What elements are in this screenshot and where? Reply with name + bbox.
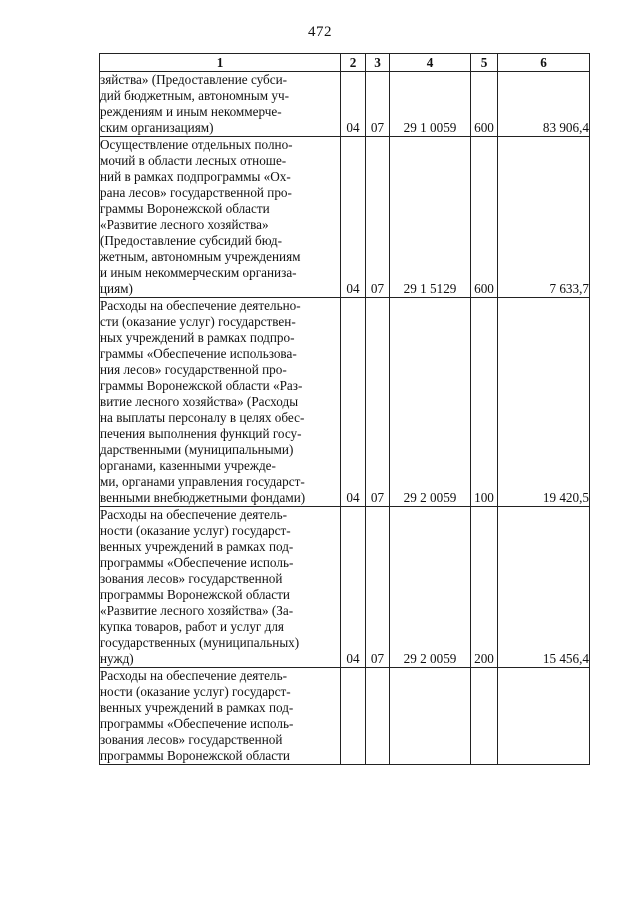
- header-col-3: 3: [366, 54, 390, 72]
- row-expense-type: 600: [471, 137, 498, 298]
- row-subsection-code: 07: [366, 72, 390, 137]
- description-line: печения выполнения функций госу-: [100, 426, 302, 441]
- description-line: Расходы на обеспечение деятель-: [100, 668, 287, 683]
- row-target-article: 29 2 0059: [390, 298, 471, 507]
- row-description: [100, 72, 341, 137]
- description-line: граммы Воронежской области: [100, 201, 270, 216]
- description-line: сти (оказание услуг) государствен-: [100, 314, 296, 329]
- description-line: «Развитие лесного хозяйства» (За-: [100, 603, 294, 618]
- row-section-code: 04: [341, 298, 366, 507]
- description-line: органами, казенными учрежде-: [100, 458, 276, 473]
- budget-table: [99, 53, 590, 765]
- row-amount: 7 633,7: [498, 137, 590, 298]
- header-col-4: 4: [390, 54, 471, 72]
- description-line: программы «Обеспечение исполь-: [100, 555, 294, 570]
- description-line: «Развитие лесного хозяйства»: [100, 217, 269, 232]
- description-line: государственных (муниципальных): [100, 635, 300, 650]
- row-expense-type: 600: [471, 72, 498, 137]
- description-line: (Предоставление субсидий бюд-: [100, 233, 283, 248]
- row-description: [100, 668, 341, 765]
- row-amount: 15 456,4: [498, 507, 590, 668]
- description-line: ским организациям): [100, 120, 214, 135]
- description-line: зования лесов» государственной: [100, 571, 283, 586]
- description-line: мочий в области лесных отноше-: [100, 153, 287, 168]
- row-subsection-code: 07: [366, 507, 390, 668]
- description-line: ности (оказание услуг) государст-: [100, 523, 291, 538]
- table-row: [100, 137, 590, 298]
- description-line: ности (оказание услуг) государст-: [100, 684, 291, 699]
- description-line: граммы Воронежской области «Раз-: [100, 378, 303, 393]
- row-target-article: 29 1 5129: [390, 137, 471, 298]
- description-line: венными внебюджетными фондами): [100, 490, 306, 505]
- row-description: [100, 298, 341, 507]
- description-line: граммы «Обеспечение использова-: [100, 346, 297, 361]
- row-section-code: 04: [341, 72, 366, 137]
- row-expense-type: [471, 668, 498, 765]
- row-target-article: 29 2 0059: [390, 507, 471, 668]
- row-description: [100, 137, 341, 298]
- description-line: программы Воронежской области: [100, 587, 290, 602]
- header-col-2: 2: [341, 54, 366, 72]
- description-line: циям): [100, 281, 133, 296]
- row-section-code: 04: [341, 137, 366, 298]
- description-line: ми, органами управления государст-: [100, 474, 305, 489]
- row-amount: 19 420,5: [498, 298, 590, 507]
- description-line: реждениям и иным некоммерче-: [100, 104, 282, 119]
- description-line: дий бюджетным, автономным уч-: [100, 88, 289, 103]
- table-row: [100, 72, 590, 137]
- description-line: зяйства» (Предоставление субси-: [100, 72, 288, 87]
- row-target-article: 29 1 0059: [390, 72, 471, 137]
- description-line: нужд): [100, 651, 134, 666]
- description-line: программы «Обеспечение исполь-: [100, 716, 294, 731]
- row-amount: [498, 668, 590, 765]
- row-target-article: [390, 668, 471, 765]
- header-row: [100, 54, 590, 72]
- table-row: [100, 507, 590, 668]
- description-line: купка товаров, работ и услуг для: [100, 619, 284, 634]
- row-expense-type: 100: [471, 298, 498, 507]
- row-subsection-code: 07: [366, 298, 390, 507]
- row-subsection-code: [366, 668, 390, 765]
- description-line: Расходы на обеспечение деятель-: [100, 507, 287, 522]
- header-col-5: 5: [471, 54, 498, 72]
- row-subsection-code: 07: [366, 137, 390, 298]
- description-line: жетным, автономным учреждениям: [100, 249, 301, 264]
- description-line: витие лесного хозяйства» (Расходы: [100, 394, 299, 409]
- description-line: дарственными (муниципальными): [100, 442, 294, 457]
- description-line: венных учреждений в рамках под-: [100, 700, 294, 715]
- description-line: Расходы на обеспечение деятельно-: [100, 298, 301, 313]
- description-line: программы Воронежской области: [100, 748, 290, 763]
- table-row: [100, 298, 590, 507]
- description-line: на выплаты персоналу в целях обес-: [100, 410, 305, 425]
- table-row: [100, 668, 590, 765]
- description-line: и иным некоммерческим организа-: [100, 265, 297, 280]
- header-col-6: 6: [498, 54, 590, 72]
- row-section-code: 04: [341, 507, 366, 668]
- description-line: венных учреждений в рамках под-: [100, 539, 294, 554]
- row-amount: 83 906,4: [498, 72, 590, 137]
- row-section-code: [341, 668, 366, 765]
- description-line: Осуществление отдельных полно-: [100, 137, 293, 152]
- row-description: [100, 507, 341, 668]
- row-expense-type: 200: [471, 507, 498, 668]
- description-line: ных учреждений в рамках подпро-: [100, 330, 295, 345]
- description-line: зования лесов» государственной: [100, 732, 283, 747]
- description-line: рана лесов» государственной про-: [100, 185, 292, 200]
- header-col-1: 1: [100, 54, 341, 72]
- page-number: 472: [308, 24, 332, 40]
- description-line: ний в рамках подпрограммы «Ох-: [100, 169, 291, 184]
- description-line: ния лесов» государственной про-: [100, 362, 287, 377]
